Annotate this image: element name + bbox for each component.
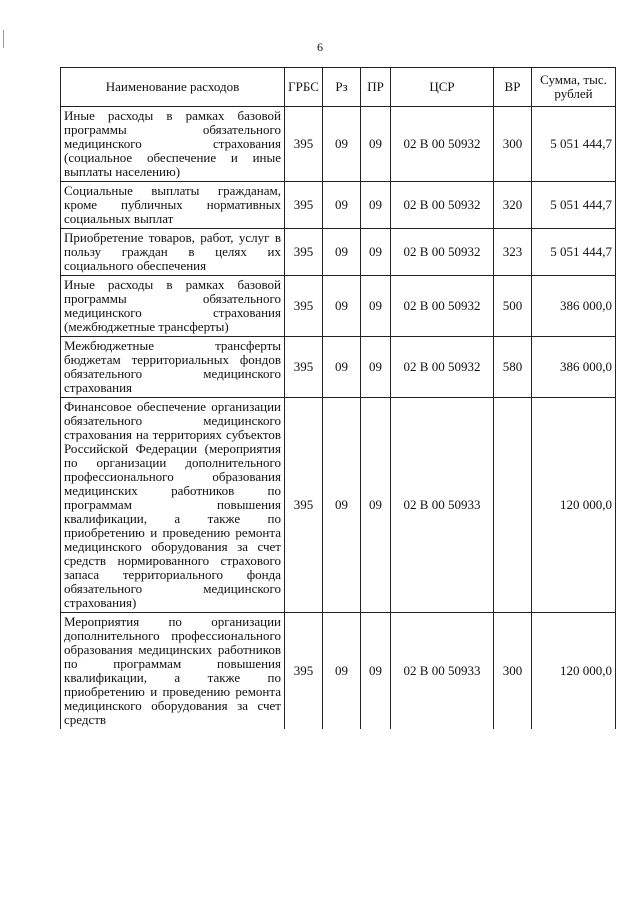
row-rz: 09 bbox=[323, 229, 361, 276]
row-grbs: 395 bbox=[285, 182, 323, 229]
row-vr: 300 bbox=[494, 107, 532, 182]
row-name: Мероприятия по организации дополнительного профессионального образования медицинских работников по программам повышения квалификации, а также по приобретению и проведению ремонта медицинского оборудования за счет средств bbox=[61, 613, 285, 730]
row-rz: 09 bbox=[323, 182, 361, 229]
row-pr: 09 bbox=[361, 398, 391, 613]
table-row bbox=[61, 229, 616, 276]
row-vr bbox=[494, 398, 532, 613]
header-sum: Сумма, тыс. рублей bbox=[532, 68, 616, 107]
row-pr: 09 bbox=[361, 337, 391, 398]
row-rz: 09 bbox=[323, 613, 361, 730]
row-grbs: 395 bbox=[285, 613, 323, 730]
header-rz: Рз bbox=[323, 68, 361, 107]
row-grbs: 395 bbox=[285, 229, 323, 276]
row-csr: 02 В 00 50933 bbox=[391, 613, 494, 730]
row-pr: 09 bbox=[361, 229, 391, 276]
row-grbs: 395 bbox=[285, 276, 323, 337]
row-pr: 09 bbox=[361, 276, 391, 337]
row-vr: 300 bbox=[494, 613, 532, 730]
row-sum: 120 000,0 bbox=[532, 398, 616, 613]
row-grbs: 395 bbox=[285, 398, 323, 613]
row-name: Иные расходы в рамках базовой программы обязательного медицинского страхования (межбюджетные трансферты) bbox=[61, 276, 285, 337]
row-csr: 02 В 00 50933 bbox=[391, 398, 494, 613]
row-csr: 02 В 00 50932 bbox=[391, 182, 494, 229]
row-sum: 5 051 444,7 bbox=[532, 182, 616, 229]
budget-table bbox=[60, 67, 616, 729]
row-pr: 09 bbox=[361, 613, 391, 730]
row-name: Приобретение товаров, работ, услуг в пользу граждан в целях их социального обеспечения bbox=[61, 229, 285, 276]
table-row bbox=[61, 182, 616, 229]
row-rz: 09 bbox=[323, 337, 361, 398]
header-pr: ПР bbox=[361, 68, 391, 107]
row-name: Иные расходы в рамках базовой программы обязательного медицинского страхования (социальное обеспечение и иные выплаты населению) bbox=[61, 107, 285, 182]
row-pr: 09 bbox=[361, 107, 391, 182]
row-sum: 386 000,0 bbox=[532, 337, 616, 398]
row-csr: 02 В 00 50932 bbox=[391, 276, 494, 337]
row-name: Финансовое обеспечение организации обязательного медицинского страхования на территориях субъектов Российской Федерации (мероприятия по организации дополнительного профессионального образования медицинских работников по программам повышения квалификации, а также по приобретению и проведению ремонта медицинского оборудования за счет средств нормированного страхового запаса территориального фонда обязательного медицинского страхования) bbox=[61, 398, 285, 613]
row-rz: 09 bbox=[323, 107, 361, 182]
row-vr: 320 bbox=[494, 182, 532, 229]
row-csr: 02 В 00 50932 bbox=[391, 337, 494, 398]
header-grbs: ГРБС bbox=[285, 68, 323, 107]
row-name: Межбюджетные трансферты бюджетам территориальных фондов обязательного медицинского страхования bbox=[61, 337, 285, 398]
table-row bbox=[61, 107, 616, 182]
row-name: Социальные выплаты гражданам, кроме публичных нормативных социальных выплат bbox=[61, 182, 285, 229]
row-csr: 02 В 00 50932 bbox=[391, 107, 494, 182]
row-sum: 386 000,0 bbox=[532, 276, 616, 337]
row-pr: 09 bbox=[361, 182, 391, 229]
row-csr: 02 В 00 50932 bbox=[391, 229, 494, 276]
table-row bbox=[61, 337, 616, 398]
table-row bbox=[61, 276, 616, 337]
row-sum: 5 051 444,7 bbox=[532, 107, 616, 182]
table-row bbox=[61, 613, 616, 730]
row-vr: 580 bbox=[494, 337, 532, 398]
table-row bbox=[61, 398, 616, 613]
page-number: 6 bbox=[317, 40, 323, 54]
header-csr: ЦСР bbox=[391, 68, 494, 107]
row-grbs: 395 bbox=[285, 107, 323, 182]
table-header-row bbox=[61, 68, 616, 107]
row-sum: 120 000,0 bbox=[532, 613, 616, 730]
header-vr: ВР bbox=[494, 68, 532, 107]
row-grbs: 395 bbox=[285, 337, 323, 398]
row-vr: 323 bbox=[494, 229, 532, 276]
row-sum: 5 051 444,7 bbox=[532, 229, 616, 276]
row-vr: 500 bbox=[494, 276, 532, 337]
header-name: Наименование расходов bbox=[61, 68, 285, 107]
row-rz: 09 bbox=[323, 398, 361, 613]
row-rz: 09 bbox=[323, 276, 361, 337]
